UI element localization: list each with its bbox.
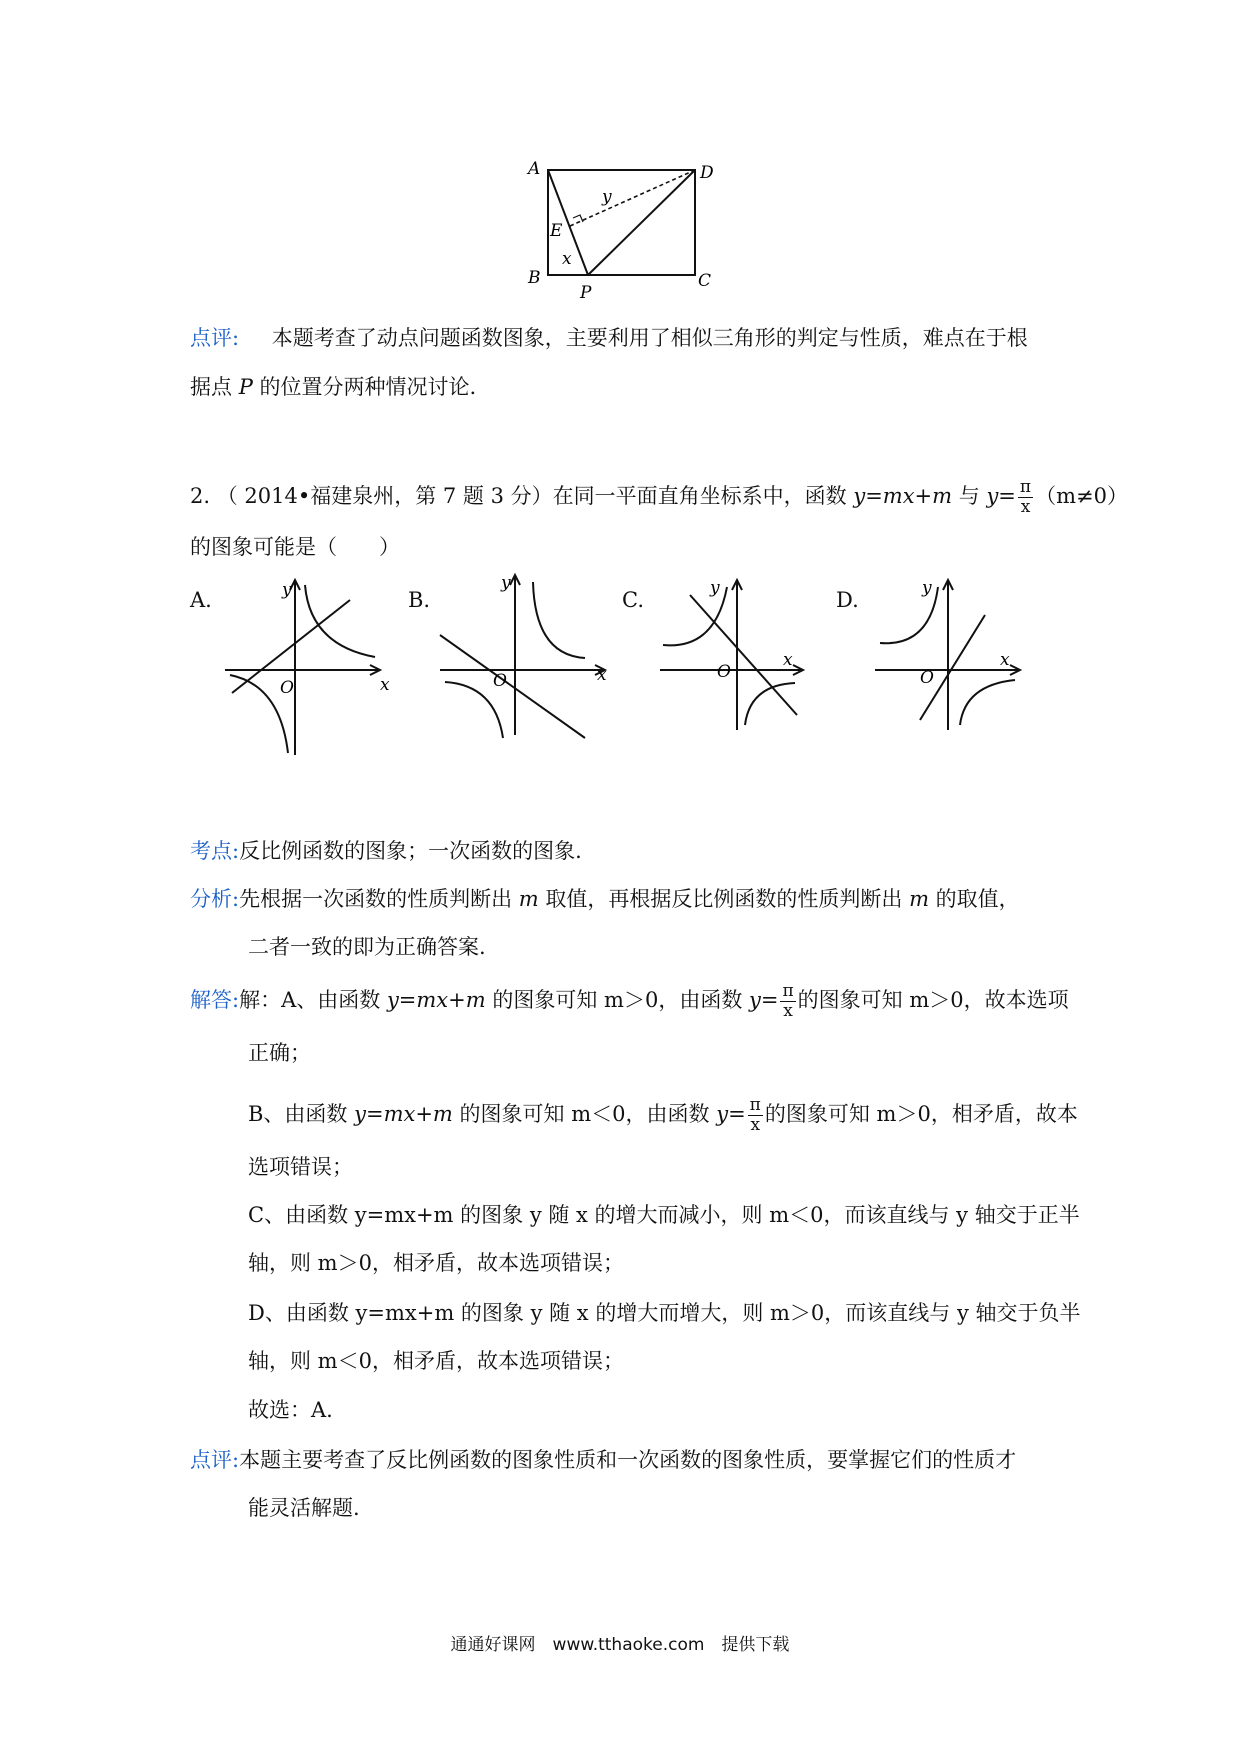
option-d-graph	[870, 575, 1040, 735]
label-C: C	[698, 271, 712, 291]
svg-text:y: y	[501, 573, 511, 593]
label-A: A	[528, 159, 541, 179]
option-b-label: B.	[408, 588, 431, 612]
rectangle-figure	[520, 150, 740, 310]
svg-text:O: O	[493, 671, 507, 691]
option-c-graph	[655, 575, 835, 735]
option-d-label: D.	[836, 588, 859, 612]
jieda-line-a2: 正确；	[248, 1041, 311, 1065]
option-a-graph	[220, 575, 400, 760]
svg-text:x: x	[380, 675, 390, 695]
label-D: D	[700, 163, 714, 183]
label-E: E	[550, 221, 563, 241]
option-c-label: C.	[622, 588, 644, 612]
fenxi-line2: 二者一致的即为正确答案.	[248, 935, 486, 959]
option-a-label: A.	[190, 588, 212, 612]
jieda-answer: 故选：A.	[248, 1398, 333, 1422]
jieda-line-b2: 选项错误；	[248, 1155, 353, 1179]
label-P: P	[580, 283, 592, 303]
comment1-line2: 据点 P 的位置分两种情况讨论.	[190, 375, 477, 399]
jieda-line-c: C、由函数 y=mx+m 的图象 y 随 x 的增大而减小，则 m＜0，而该直线与 y 轴交于正半	[248, 1203, 1080, 1227]
svg-text:x: x	[1000, 650, 1010, 670]
svg-text:O: O	[717, 662, 731, 682]
kaodian-label: 考点:	[190, 839, 240, 863]
label-B: B	[528, 268, 541, 288]
label-y: y	[602, 187, 612, 207]
svg-text:O: O	[280, 678, 294, 698]
jieda-line-d: D、由函数 y=mx+m 的图象 y 随 x 的增大而增大，则 m＞0，而该直线与 y 轴交于负半	[248, 1301, 1081, 1325]
jieda-line-c2: 轴，则 m＞0，相矛盾，故本选项错误；	[248, 1251, 624, 1275]
comment2-line2: 能灵活解题.	[248, 1496, 360, 1520]
question-2-line1: 2. （ 2014•福建泉州，第 7 题 3 分）在同一平面直角坐标系中，函数 y=mx+m 与 y= $\frac{\pi}{x}$ （m≠0）	[190, 477, 1128, 517]
svg-text:y: y	[282, 580, 292, 600]
svg-text:y: y	[922, 578, 932, 598]
comment2-line1: 点评:本题主要考查了反比例函数的图象性质和一次函数的图象性质，要掌握它们的性质才	[190, 1448, 1017, 1472]
fenxi-label: 分析:	[190, 887, 240, 911]
fenxi-line1: 分析:先根据一次函数的性质判断出 m 取值，再根据反比例函数的性质判断出 m 的取值，	[190, 887, 1020, 911]
comment1-line1: 点评: 本题考查了动点问题函数图象，主要利用了相似三角形的判定与性质，难点在于根	[190, 326, 1028, 350]
option-b-graph	[435, 570, 615, 740]
fraction: $\frac{\pi}{x}$	[1019, 477, 1032, 517]
comment-label: 点评:	[190, 326, 240, 350]
jieda-line-a: 解答:解：A、由函数 y=mx+m 的图象可知 m＞0，由函数 y= $\frac{\pi}{x}$ 的图象可知 m＞0，故本选项	[190, 981, 1069, 1021]
footer: 通通好课网 www.tthaoke.com 提供下载	[450, 1635, 790, 1655]
svg-text:x: x	[783, 650, 793, 670]
jieda-line-d2: 轴，则 m＜0，相矛盾，故本选项错误；	[248, 1349, 624, 1373]
kaodian-line: 考点:反比例函数的图象；一次函数的图象.	[190, 839, 582, 863]
label-x: x	[562, 249, 572, 269]
question-2-line2: 的图象可能是（ ）	[190, 535, 400, 559]
jieda-label: 解答:	[190, 988, 240, 1012]
jieda-line-b: B、由函数 y=mx+m 的图象可知 m＜0，由函数 y= $\frac{\pi}{x}$ 的图象可知 m＞0，相矛盾，故本	[248, 1095, 1078, 1135]
svg-text:x: x	[597, 665, 607, 685]
comment2-label: 点评:	[190, 1448, 240, 1472]
svg-text:y: y	[710, 578, 720, 598]
svg-text:O: O	[920, 668, 934, 688]
